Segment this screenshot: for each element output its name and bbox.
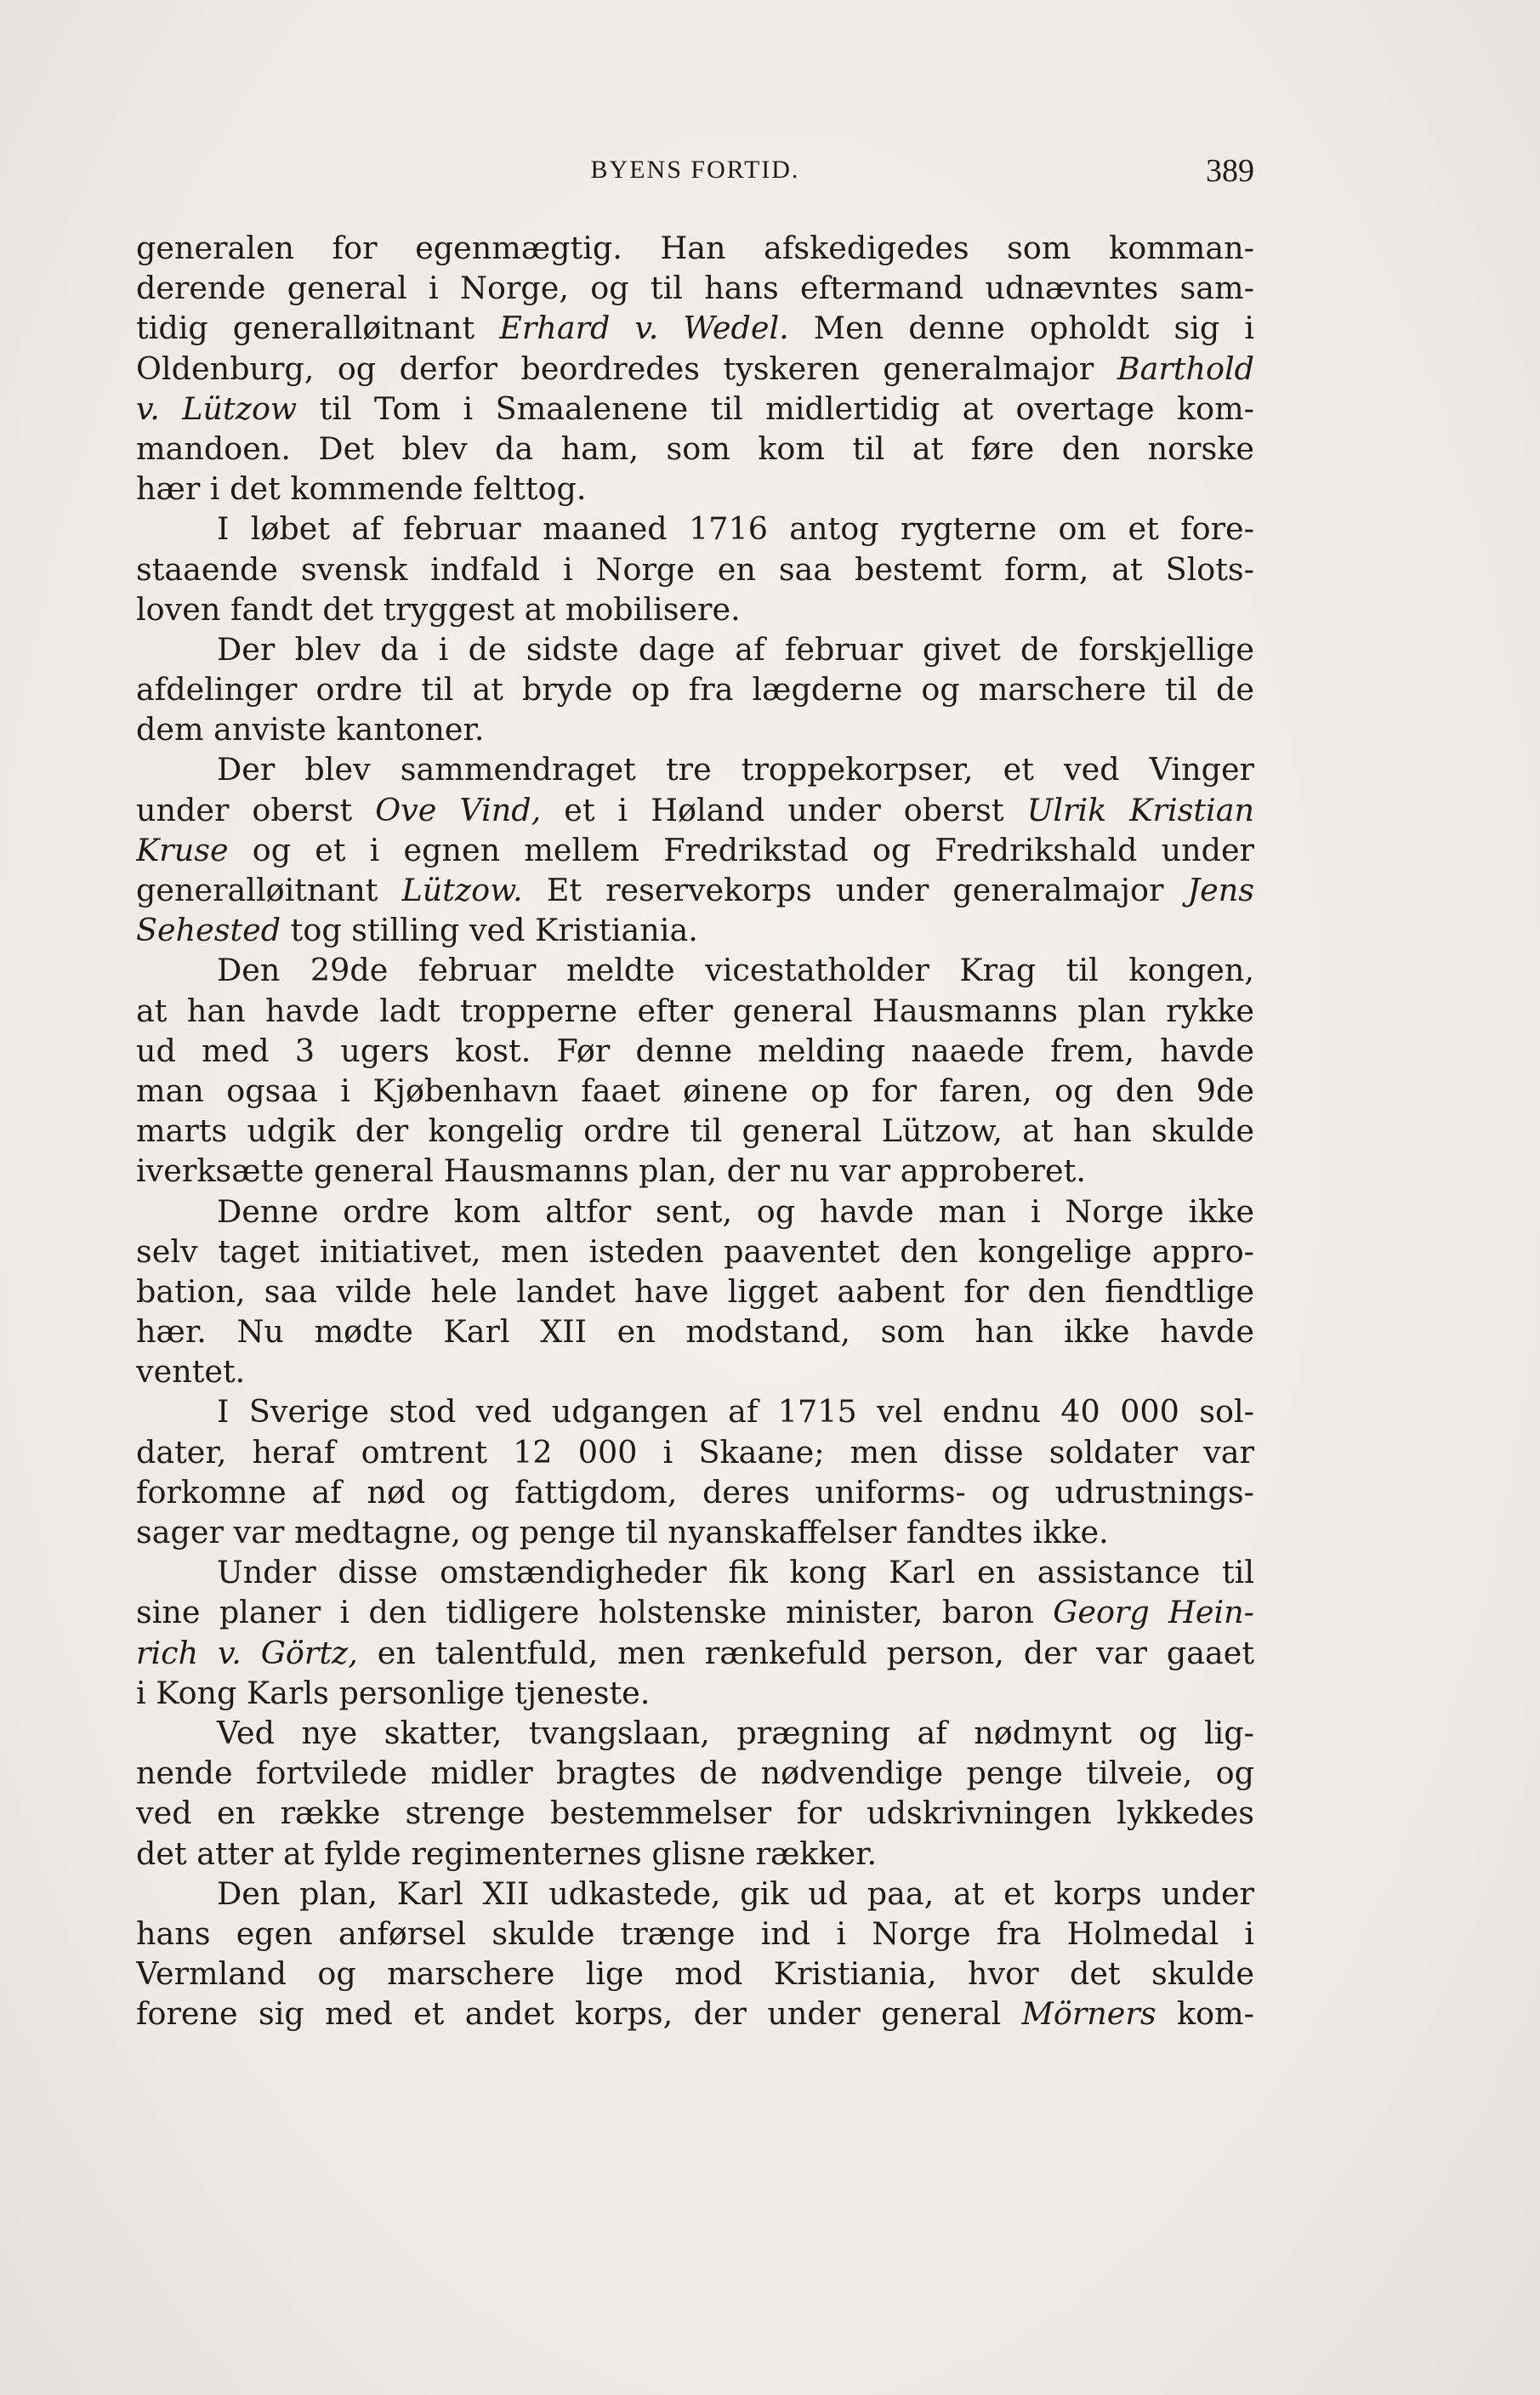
text-run: Et reservekorps under generalmajor bbox=[522, 872, 1188, 908]
text-line bbox=[136, 870, 1254, 910]
italic-name: v. Lützow bbox=[136, 390, 298, 427]
text-line bbox=[136, 790, 1254, 830]
text-line bbox=[136, 1633, 1254, 1673]
text-line bbox=[136, 1673, 1254, 1713]
text-line bbox=[136, 950, 1254, 990]
text-run: nende fortvilede midler bragtes de nødvendige penge tilveie, og bbox=[136, 1755, 1254, 1792]
text-run: det atter at fylde regimenternes glisne rækker. bbox=[136, 1835, 878, 1872]
text-line bbox=[136, 589, 1254, 629]
italic-name: Erhard v. Wedel. bbox=[499, 310, 789, 347]
text-line bbox=[136, 1311, 1254, 1351]
text-run: Ved nye skatter, tvangslaan, prægning af nødmynt og lig- bbox=[217, 1714, 1254, 1751]
text-run: hær i det kommende felttog. bbox=[136, 470, 587, 508]
text-line bbox=[136, 1472, 1254, 1512]
text-line bbox=[136, 1834, 1254, 1874]
text-line bbox=[136, 1914, 1254, 1954]
body-text bbox=[136, 228, 1254, 2034]
text-line bbox=[136, 709, 1254, 749]
text-run: ud med 3 ugers kost. Før denne melding naaede frem, havde bbox=[136, 1032, 1254, 1069]
text-line bbox=[136, 669, 1254, 709]
text-line bbox=[136, 910, 1254, 950]
text-run: Men denne opholdt sig i bbox=[788, 310, 1254, 347]
italic-name: Sehested bbox=[136, 912, 281, 949]
text-line bbox=[136, 549, 1254, 589]
italic-name: Ove Vind, bbox=[375, 791, 542, 828]
text-line bbox=[136, 509, 1254, 549]
text-line bbox=[136, 1512, 1254, 1552]
text-run: og et i egnen mellem Fredrikstad og Fredrikshald under bbox=[228, 831, 1254, 868]
italic-name: Mörners bbox=[1021, 1995, 1156, 2033]
text-run: ventet. bbox=[136, 1353, 246, 1391]
text-run: Oldenburg, og derfor beordredes tyskeren generalmajor bbox=[136, 350, 1117, 387]
text-line bbox=[136, 1232, 1254, 1271]
text-line bbox=[136, 1874, 1254, 1914]
text-line bbox=[136, 1111, 1254, 1151]
italic-name: Georg Hein- bbox=[1053, 1594, 1254, 1631]
text-run: kom- bbox=[1156, 1995, 1254, 2033]
text-run: loven fandt det tryggest at mobilisere. bbox=[136, 590, 741, 628]
text-line bbox=[136, 1031, 1254, 1071]
text-run: bation, saa vilde hele landet have ligget aabent for den fiendtlige bbox=[136, 1272, 1254, 1310]
text-run: Der blev sammendraget tre troppekorpser, et ved Vinger bbox=[217, 751, 1254, 788]
text-run: dater, heraf omtrent 12 000 i Skaane; men disse soldater var bbox=[136, 1433, 1254, 1471]
text-line bbox=[136, 268, 1254, 308]
text-line bbox=[136, 1793, 1254, 1833]
text-run: hær. Nu mødte Karl XII en modstand, som han ikke havde bbox=[136, 1313, 1254, 1351]
text-line bbox=[136, 749, 1254, 789]
text-run: en talentfuld, men rænkefuld person, der var gaaet bbox=[357, 1634, 1254, 1671]
text-run: man ogsaa i Kjøbenhavn faaet øinene op for faren, og den 9de bbox=[136, 1072, 1254, 1109]
text-line bbox=[136, 389, 1254, 429]
text-run: generalløitnant bbox=[136, 872, 402, 908]
text-run: at han havde ladt tropperne efter general Hausmanns plan rykke bbox=[136, 992, 1254, 1029]
text-line bbox=[136, 1753, 1254, 1793]
text-run: Der blev da i de sidste dage af februar givet de forskjellige bbox=[217, 630, 1254, 668]
text-line bbox=[136, 1071, 1254, 1111]
text-run: under oberst bbox=[136, 791, 376, 828]
running-head: BYENS FORTID. bbox=[590, 156, 800, 184]
text-run: i Kong Karls personlige tjeneste. bbox=[136, 1674, 651, 1711]
text-run: til Tom i Smaalenene til midlertidig at overtage kom- bbox=[297, 390, 1254, 427]
text-run: generalen for egenmægtig. Han afskedigedes som komman- bbox=[136, 230, 1254, 266]
text-line bbox=[136, 1391, 1254, 1431]
text-run: Denne ordre kom altfor sent, og havde man i Norge ikke bbox=[217, 1192, 1254, 1230]
italic-name: Jens bbox=[1187, 872, 1254, 908]
text-run: I løbet af februar maaned 1716 antog rygterne om et fore- bbox=[217, 510, 1254, 548]
text-line bbox=[136, 1552, 1254, 1592]
text-run: afdelinger ordre til at bryde op fra lægderne og marschere til de bbox=[136, 671, 1254, 708]
text-run: marts udgik der kongelig ordre til general Lützow, at han skulde bbox=[136, 1112, 1254, 1150]
text-run: Vermland og marschere lige mod Kristiania, hvor det skulde bbox=[136, 1955, 1254, 1993]
italic-name: Kruse bbox=[136, 831, 229, 868]
text-run: tidig generalløitnant bbox=[136, 310, 500, 347]
text-line bbox=[136, 1351, 1254, 1391]
text-line bbox=[136, 349, 1254, 389]
page-number: 389 bbox=[1206, 153, 1254, 189]
text-run: forkomne af nød og fattigdom, deres uniforms- og udrustnings- bbox=[136, 1473, 1254, 1510]
text-line bbox=[136, 469, 1254, 509]
text-run: Den plan, Karl XII udkastede, gik ud paa, at et korps under bbox=[217, 1874, 1254, 1912]
text-line bbox=[136, 830, 1254, 870]
text-line bbox=[136, 991, 1254, 1031]
text-run: sine planer i den tidligere holstenske minister, baron bbox=[136, 1594, 1054, 1631]
text-run: ved en række strenge bestemmelser for udskrivningen lykkedes bbox=[136, 1795, 1254, 1832]
text-run: staaende svensk indfald i Norge en saa bestemt form, at Slots- bbox=[136, 550, 1254, 588]
text-run: hans egen anførsel skulde trænge ind i Norge fra Holmedal i bbox=[136, 1914, 1254, 1952]
text-line bbox=[136, 1151, 1254, 1191]
text-run: mandoen. Det blev da ham, som kom til at føre den norske bbox=[136, 430, 1254, 467]
text-run: dem anviste kantoner. bbox=[136, 711, 485, 748]
text-run: tog stilling ved Kristiania. bbox=[281, 912, 698, 949]
text-run: selv taget initiativet, men isteden paaventet den kongelige appro- bbox=[136, 1232, 1254, 1270]
text-run: I Sverige stod ved udgangen af 1715 vel endnu 40 000 sol- bbox=[217, 1393, 1254, 1431]
page-header bbox=[136, 153, 1254, 198]
text-run: derende general i Norge, og til hans eftermand udnævntes sam- bbox=[136, 270, 1254, 307]
text-line bbox=[136, 1994, 1254, 2034]
italic-name: rich v. Görtz, bbox=[136, 1634, 358, 1671]
text-line bbox=[136, 1432, 1254, 1472]
italic-name: Lützow. bbox=[401, 872, 523, 908]
text-line bbox=[136, 1592, 1254, 1632]
italic-name: Ulrik Kristian bbox=[1026, 791, 1254, 828]
text-run: sager var medtagne, og penge til nyanskaffelser fandtes ikke. bbox=[136, 1514, 1109, 1550]
text-line bbox=[136, 1954, 1254, 1994]
text-run: Den 29de februar meldte vicestatholder Krag til kongen, bbox=[217, 952, 1254, 989]
text-run: iverksætte general Hausmanns plan, der nu var approberet. bbox=[136, 1152, 1086, 1190]
text-run: forene sig med et andet korps, der under general bbox=[136, 1995, 1022, 2033]
text-run: et i Høland under oberst bbox=[541, 791, 1027, 828]
text-line bbox=[136, 429, 1254, 469]
text-line bbox=[136, 1713, 1254, 1753]
text-line bbox=[136, 629, 1254, 669]
text-line bbox=[136, 1192, 1254, 1232]
text-run: Under disse omstændigheder fik kong Karl en assistance til bbox=[217, 1554, 1254, 1591]
text-line bbox=[136, 1271, 1254, 1311]
text-line bbox=[136, 308, 1254, 348]
italic-name: Barthold bbox=[1117, 350, 1254, 387]
text-line bbox=[136, 228, 1254, 268]
